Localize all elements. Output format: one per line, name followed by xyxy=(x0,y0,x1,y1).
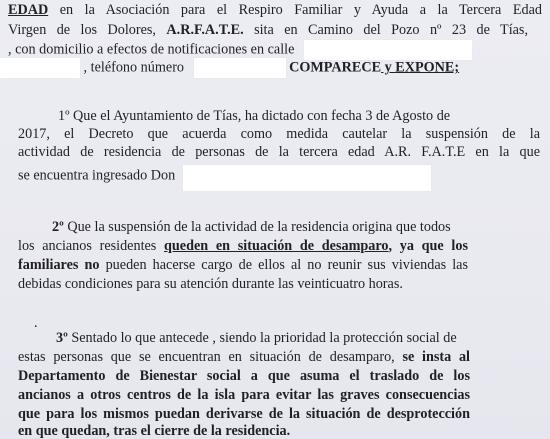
p4-insta: se insta al xyxy=(402,349,471,365)
redaction-phone xyxy=(194,58,286,78)
p4-num: 3º xyxy=(56,330,68,346)
p3-line-3-text: pueden hacerse cargo de ellos al no reunir sus viviendas las xyxy=(99,257,468,273)
p2-line-1-text: 1º Que el Ayuntamiento de Tías, ha dictado con fecha 3 de Agosto de xyxy=(58,108,451,124)
p4-line-4-text: ancianos a otros centros de la isla para evitar las graves consecuencias xyxy=(18,387,470,403)
p3-line-3 xyxy=(18,257,468,273)
p2-line-2-text: 2017, el Decreto que acuerda como medida cautelar la suspensión de la xyxy=(18,126,540,142)
p3-num: 2º xyxy=(52,219,64,235)
p3-line-2 xyxy=(18,238,468,254)
p4-line-3 xyxy=(18,368,470,384)
p3-line-4 xyxy=(18,276,550,292)
p1-line-2-a: Virgen de los Dolores, xyxy=(8,22,167,38)
p1-expone: EXPONE; xyxy=(395,59,460,76)
p3-line-1-text: Que la suspensión de la actividad de la residencia origina que todos xyxy=(63,219,451,235)
p1-line-3-text: , con domicilio a efectos de notificaciones en calle xyxy=(8,41,295,58)
p4-dot xyxy=(34,315,550,331)
p3-line-4-text: debidas condiciones para su atención durante las veinticuatro horas. xyxy=(18,276,403,292)
redaction-address xyxy=(304,40,472,60)
redaction-name xyxy=(0,58,80,78)
p4-line-1-text: Sentado lo que antecede , siendo la prioridad la protección social de xyxy=(67,330,457,346)
p3-familiares: familiares no xyxy=(18,257,100,273)
p4-line-2-a: estas personas que se encuentran en situación de desamparo, xyxy=(18,349,403,365)
p4-line-2 xyxy=(18,349,470,365)
p4-line-5 xyxy=(18,406,470,422)
p1-y: y xyxy=(381,59,396,76)
p2-line-3-text: actividad de residencia de personas de la tercera edad A.R. F.A.T.E en la que xyxy=(18,144,540,160)
p3-line-1 xyxy=(52,219,540,235)
p4-dot-text: . xyxy=(34,315,38,331)
p4-line-3-text: Departamento de Bienestar social a que asuma el traslado de los xyxy=(18,368,470,384)
p2-line-3 xyxy=(18,144,540,160)
p2-line-4-text: se encuentra ingresado Don xyxy=(18,167,176,184)
p1-line-2-c: sita en Camino del Pozo nº 23 de Tías, xyxy=(243,22,529,38)
p4-line-4 xyxy=(18,387,470,403)
p4-line-6-text: en que quedan, tras el cierre de la residencia. xyxy=(18,423,291,439)
p1-line-1-text: en la Asociación para el Respiro Familiar y Ayuda a la Tercera Edad xyxy=(48,2,542,18)
p4-line-5-text: que para los mismos puedan derivarse de la situación de desprotección xyxy=(18,406,470,422)
p2-line-1 xyxy=(58,108,540,124)
p3-desamparo: queden en situación de desamparo xyxy=(164,238,389,254)
p1-line-4-text: , teléfono número xyxy=(83,59,185,76)
p4-line-6 xyxy=(18,423,550,439)
p3-line-2-a: los ancianos residentes xyxy=(18,238,165,254)
p4-line-1 xyxy=(56,330,540,346)
p1-line-2 xyxy=(8,22,528,38)
redaction-person xyxy=(183,165,431,191)
p1-line-4 xyxy=(0,58,550,78)
p1-line-1 xyxy=(8,2,542,18)
p1-line-3 xyxy=(8,40,550,60)
p1-comparece: COMPARECE xyxy=(289,59,382,76)
p1-edad: EDAD xyxy=(8,2,49,18)
p2-line-2 xyxy=(18,126,540,142)
p2-line-4 xyxy=(18,163,550,189)
p3-line-2-c: , ya que los xyxy=(388,238,468,254)
p1-arfate: A.R.F.A.T.E. xyxy=(166,22,244,38)
